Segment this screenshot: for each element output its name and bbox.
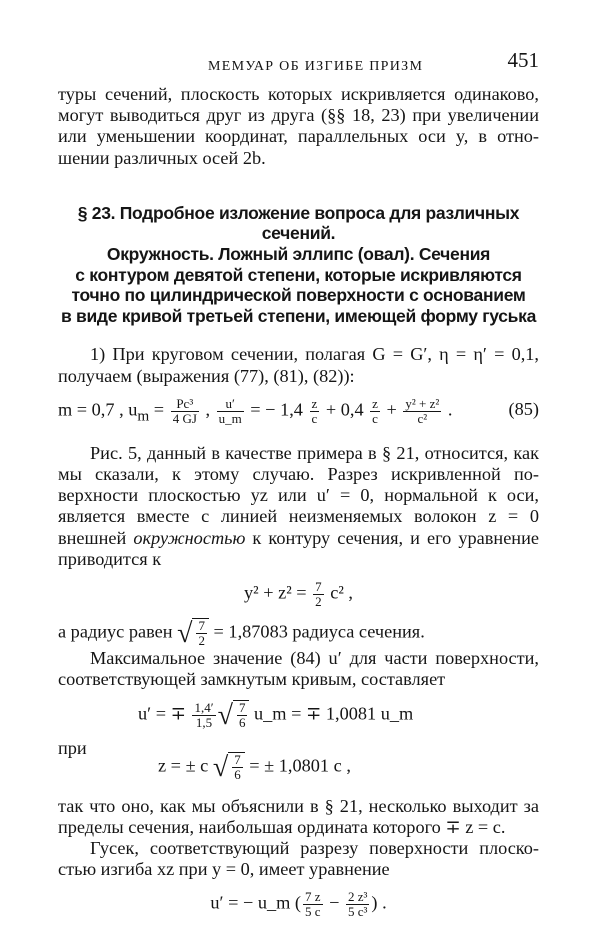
radius-line: а радиус равен √ $\frac{7}{2}$ = 1,87083 радиуса сечения. [58,617,425,649]
paragraph-figure-5: Рис. 5, данный в качестве примера в § 21, относится, как мы сказали, к этому случаю. Разрез искривленной по- верхности плоскостью yz или u′ = 0, нормальной к оси, является вместе с линией неизменяемых волокон z = 0 внешней окружностью к контуру сечения, и его уравнение приводится к [58,442,539,569]
radical-sign: √ [177,617,193,649]
equation-number: (85) [508,398,539,419]
running-head: МЕМУАР ОБ ИЗГИБЕ ПРИЗМ [208,59,424,74]
book-page [0,48,601,948]
equation-85: m = 0,7 , $u_m$ = $\frac{\text{Pc³}}{4 GJ}$ , $\frac{u'}{u\_m}$ = − 1,4 $\frac{z}{c}$ + 0,4 $\frac{z}{c}$ + $\frac{\text{y² + z²}}{\text{c²}}$ . (85) [58,395,539,426]
equation-gusek: u′ = − u_m ( $\frac{7 z}{5 c}$ − $\frac{\text{2 z³}}{\text{5 c³}}$ ) . [210,889,387,920]
page-header [58,48,539,84]
paragraph-exceeds: так что оно, как мы объяснили в § 21, несколько выходит за пределы сечения, наибольшая ордината которого ∓ z = c. [58,795,539,837]
radical-sign: √ [212,751,229,783]
page-number: 451 [507,48,539,72]
equation-u-prime: u′ = ∓ $\frac{1,4'}{1,5}$ √ $\frac{7}{6}$ u_m = ∓ 1,0081 u_m [138,700,414,732]
paragraph-gusek: Гусек, соответствующий разрезу поверхности плоско- стью изгиба xz при y = 0, имеет уравнение [58,838,539,880]
radical-sign: √ [217,700,233,732]
section-heading: § 23. Подробное изложение вопроса для различных сечений. Окружность. Ложный эллипс (овал). Сечения с контуром девятой степени, которые искривляются точно по цилиндрической поверхности с основанием в виде кривой третьей степени, имеющей форму гуська [60,202,537,326]
equation-circle: y² + z² = $\frac{7}{2}$ c² , [244,579,353,609]
paragraph-circular-section: 1) При круговом сечении, полагая G = G′, η = η′ = 0,1, получаем (выражения (77), (81), (82)): [58,344,539,386]
equation-z: z = ± c √ $\frac{7}{6}$ = ± 1,0801 c , [158,751,351,783]
paragraph-max-value: Максимальное значение (84) u′ для части поверхности, соответствующей замкнутым кривым, составляет [58,648,539,690]
intro-paragraph: туры сечений, плоскость которых искривляется одинаково, могут выводиться друг из друга (§§ 18, 23) при увеличении или уменьшении координат, параллельных оси y, в отно- шении различных осей 2b. [58,84,539,168]
word-when: при [58,738,87,759]
